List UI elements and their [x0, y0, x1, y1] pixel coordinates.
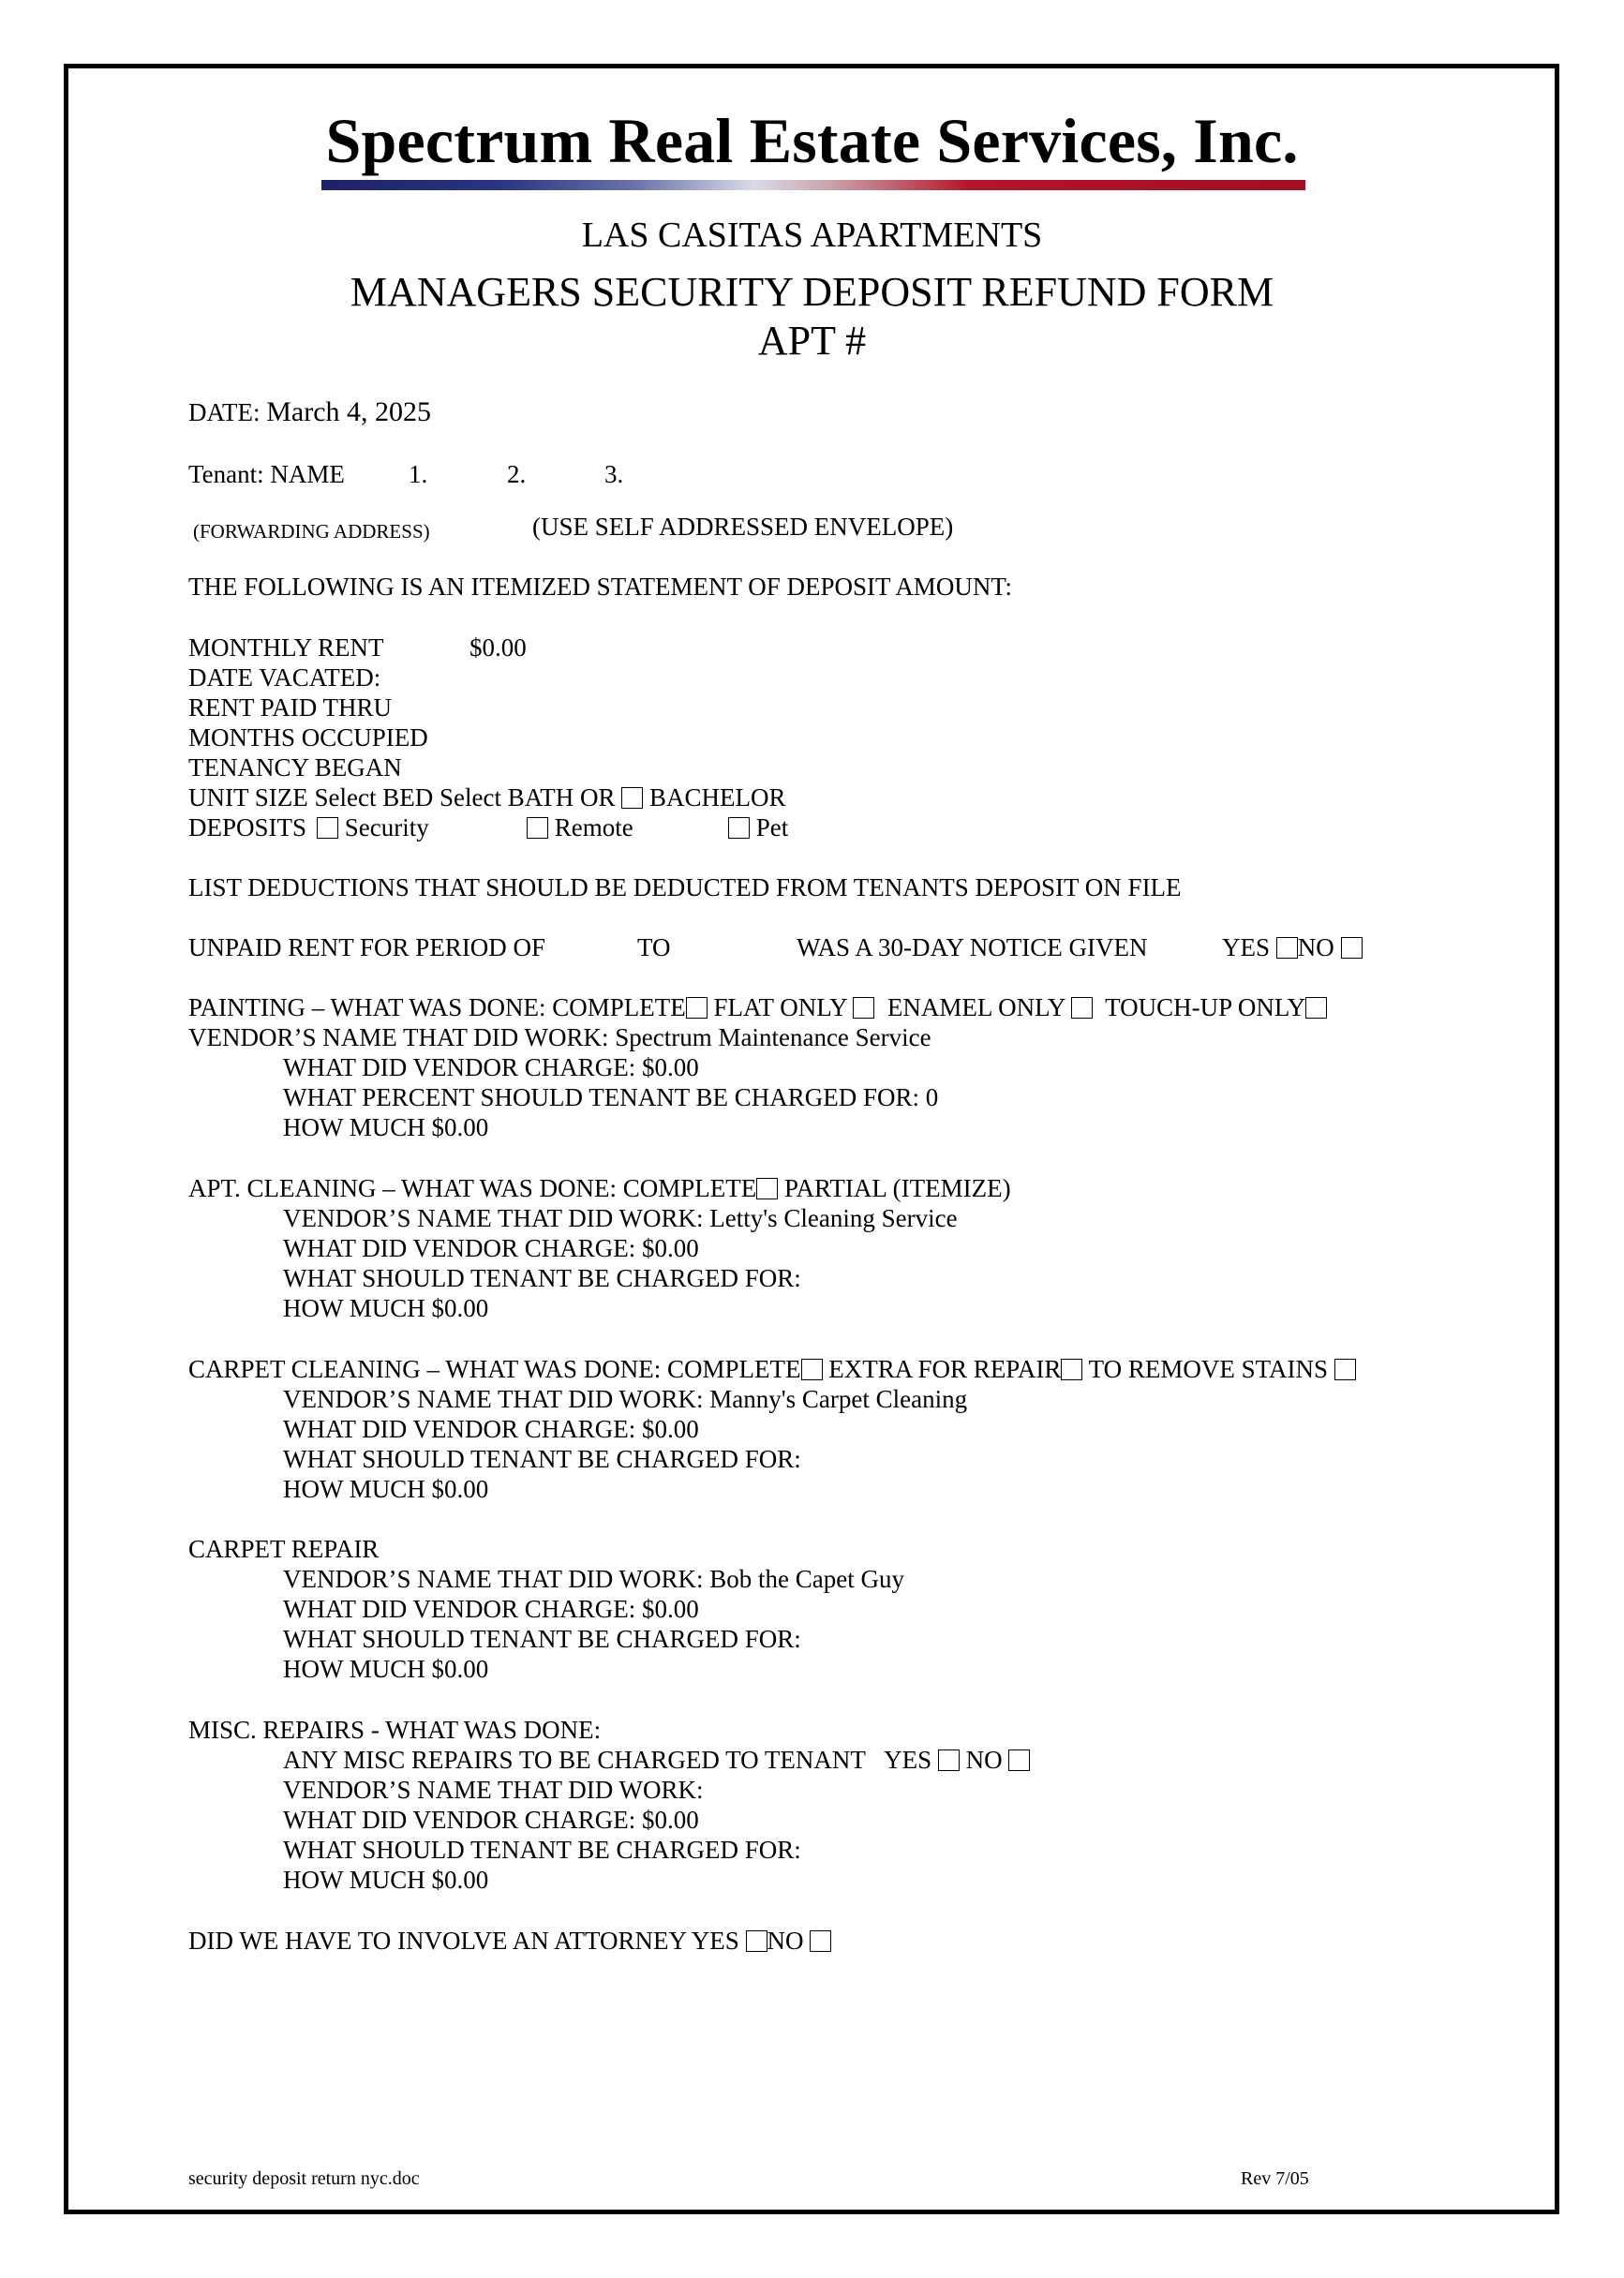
- tenant-label: Tenant: NAME: [188, 460, 345, 488]
- pet-label: Pet: [755, 813, 789, 841]
- carpet-cleaning-tenant-charge: WHAT SHOULD TENANT BE CHARGED FOR:: [283, 1445, 801, 1473]
- carpet-cleaning-vendor: VENDOR’S NAME THAT DID WORK: Manny's Carpet Cleaning: [283, 1385, 968, 1413]
- notice-no-label: NO: [1297, 933, 1334, 961]
- misc-charge: WHAT DID VENDOR CHARGE: $0.00: [283, 1806, 699, 1834]
- form-title: MANAGERS SECURITY DEPOSIT REFUND FORM: [350, 269, 1274, 315]
- tenant-2[interactable]: 2.: [507, 460, 527, 488]
- apt-cleaning-label: APT. CLEANING – WHAT WAS DONE: COMPLETE: [188, 1174, 757, 1202]
- date-value[interactable]: March 4, 2025: [266, 396, 432, 427]
- forwarding-label: (FORWARDING ADDRESS): [193, 520, 430, 543]
- carpet-stains-checkbox[interactable]: [1334, 1359, 1356, 1380]
- deposit-remote: [527, 812, 633, 842]
- painting-flat-label: FLAT ONLY: [713, 993, 847, 1021]
- date-row: [188, 397, 431, 427]
- notice-label: WAS A 30-DAY NOTICE GIVEN: [797, 933, 1148, 961]
- deposit-security: [317, 812, 429, 842]
- painting-enamel-label: ENAMEL ONLY: [886, 993, 1065, 1021]
- bachelor-label: BACHELOR: [649, 783, 786, 811]
- carpet-repair-vendor: VENDOR’S NAME THAT DID WORK: Bob the Capet Guy: [283, 1565, 904, 1593]
- carpet-repair-charge: WHAT DID VENDOR CHARGE: $0.00: [283, 1595, 699, 1623]
- unpaid-to-label: TO: [637, 933, 671, 961]
- attorney-label: DID WE HAVE TO INVOLVE AN ATTORNEY YES: [188, 1927, 739, 1955]
- footer-revision: Rev 7/05: [1241, 2168, 1309, 2189]
- misc-any-row: [283, 1745, 1030, 1775]
- bath-select[interactable]: Select: [439, 783, 501, 811]
- months-occupied: MONTHS OCCUPIED: [188, 723, 428, 752]
- unit-size-label: UNIT SIZE: [188, 783, 308, 811]
- notice-options: [1222, 932, 1363, 962]
- monthly-rent-label: MONTHLY RENT: [188, 633, 384, 662]
- carpet-repair-how-much: HOW MUCH $0.00: [283, 1655, 489, 1683]
- security-label: Security: [344, 813, 429, 841]
- painting-row: [188, 992, 1327, 1022]
- deductions-heading: LIST DEDUCTIONS THAT SHOULD BE DEDUCTED FROM TENANTS DEPOSIT ON FILE: [188, 873, 1182, 901]
- attorney-no-checkbox[interactable]: [810, 1930, 831, 1952]
- apt-cleaning-complete-checkbox[interactable]: [756, 1178, 778, 1199]
- date-label: DATE:: [188, 398, 261, 426]
- painting-complete-checkbox[interactable]: [686, 997, 708, 1019]
- apt-cleaning-vendor: VENDOR’S NAME THAT DID WORK: Letty's Cleaning Service: [283, 1204, 958, 1232]
- notice-yes-label: YES: [1222, 933, 1271, 961]
- misc-vendor: VENDOR’S NAME THAT DID WORK:: [283, 1776, 704, 1804]
- misc-yes-label: YES: [884, 1746, 932, 1774]
- carpet-extra-label: EXTRA FOR REPAIR: [828, 1355, 1062, 1383]
- attorney-yes-checkbox[interactable]: [746, 1930, 767, 1952]
- painting-how-much: HOW MUCH $0.00: [283, 1113, 489, 1141]
- statement-heading: THE FOLLOWING IS AN ITEMIZED STATEMENT OF DEPOSIT AMOUNT:: [188, 573, 1012, 601]
- monthly-rent-value[interactable]: $0.00: [469, 633, 527, 662]
- pet-checkbox[interactable]: [728, 817, 750, 839]
- company-name: Spectrum Real Estate Services, Inc.: [325, 105, 1299, 176]
- attorney-row: [188, 1926, 831, 1956]
- misc-no-checkbox[interactable]: [1008, 1749, 1030, 1771]
- painting-charge: WHAT DID VENDOR CHARGE: $0.00: [283, 1053, 699, 1081]
- misc-yes-checkbox[interactable]: [938, 1749, 960, 1771]
- misc-tenant-charge: WHAT SHOULD TENANT BE CHARGED FOR:: [283, 1836, 801, 1864]
- security-checkbox[interactable]: [317, 817, 338, 839]
- notice-yes-checkbox[interactable]: [1276, 937, 1298, 959]
- carpet-cleaning-label: CARPET CLEANING – WHAT WAS DONE: COMPLETE: [188, 1355, 801, 1383]
- painting-touchup-checkbox[interactable]: [1305, 997, 1327, 1019]
- apt-cleaning-tenant-charge: WHAT SHOULD TENANT BE CHARGED FOR:: [283, 1264, 801, 1292]
- painting-flat-checkbox[interactable]: [853, 997, 874, 1019]
- property-name: LAS CASITAS APARTMENTS: [581, 216, 1043, 255]
- apt-cleaning-charge: WHAT DID VENDOR CHARGE: $0.00: [283, 1234, 699, 1262]
- unit-size-row: [188, 782, 786, 812]
- painting-enamel-checkbox[interactable]: [1071, 997, 1093, 1019]
- forwarding-note: (USE SELF ADDRESSED ENVELOPE): [532, 513, 954, 541]
- apt-cleaning-row: [188, 1173, 1011, 1203]
- carpet-repair-heading: CARPET REPAIR: [188, 1535, 380, 1563]
- apt-cleaning-partial-label: PARTIAL (ITEMIZE): [784, 1174, 1011, 1202]
- carpet-stains-label: TO REMOVE STAINS: [1088, 1355, 1328, 1383]
- footer-filename: security deposit return nyc.doc: [188, 2168, 420, 2189]
- bath-label: BATH: [507, 783, 574, 811]
- date-vacated: DATE VACATED:: [188, 663, 381, 692]
- misc-no-label: NO: [965, 1746, 1003, 1774]
- header-rule: [321, 180, 1305, 190]
- carpet-cleaning-complete-checkbox[interactable]: [801, 1359, 823, 1380]
- painting-touchup-label: TOUCH-UP ONLY: [1105, 993, 1306, 1021]
- bachelor-checkbox[interactable]: [621, 787, 643, 809]
- misc-how-much: HOW MUCH $0.00: [283, 1866, 489, 1894]
- notice-no-checkbox[interactable]: [1341, 937, 1363, 959]
- carpet-cleaning-how-much: HOW MUCH $0.00: [283, 1475, 489, 1503]
- misc-heading: MISC. REPAIRS - WHAT WAS DONE:: [188, 1716, 602, 1744]
- painting-label: PAINTING – WHAT WAS DONE: COMPLETE: [188, 993, 686, 1021]
- apt-cleaning-how-much: HOW MUCH $0.00: [283, 1294, 489, 1322]
- tenancy-began: TENANCY BEGAN: [188, 753, 402, 782]
- carpet-cleaning-row: [188, 1354, 1356, 1384]
- or-label: OR: [579, 783, 616, 811]
- tenant-1[interactable]: 1.: [409, 460, 428, 488]
- deposits-label: DEPOSITS: [188, 813, 307, 841]
- unpaid-rent-label: UNPAID RENT FOR PERIOD OF: [188, 933, 546, 961]
- attorney-no-label: NO: [767, 1927, 804, 1955]
- remote-label: Remote: [554, 813, 633, 841]
- painting-percent: WHAT PERCENT SHOULD TENANT BE CHARGED FOR: 0: [283, 1083, 939, 1111]
- misc-any-label: ANY MISC REPAIRS TO BE CHARGED TO TENANT: [283, 1746, 866, 1774]
- tenant-3[interactable]: 3.: [604, 460, 624, 488]
- rent-paid-thru: RENT PAID THRU: [188, 693, 393, 722]
- carpet-extra-checkbox[interactable]: [1061, 1359, 1082, 1380]
- deposit-pet: [728, 812, 788, 842]
- carpet-cleaning-charge: WHAT DID VENDOR CHARGE: $0.00: [283, 1415, 699, 1443]
- bed-select[interactable]: Select: [314, 783, 377, 811]
- apt-number: APT #: [757, 318, 867, 364]
- remote-checkbox[interactable]: [527, 817, 548, 839]
- carpet-repair-tenant-charge: WHAT SHOULD TENANT BE CHARGED FOR:: [283, 1625, 801, 1653]
- bed-label: BED: [382, 783, 434, 811]
- painting-vendor: VENDOR’S NAME THAT DID WORK: Spectrum Maintenance Service: [188, 1023, 931, 1051]
